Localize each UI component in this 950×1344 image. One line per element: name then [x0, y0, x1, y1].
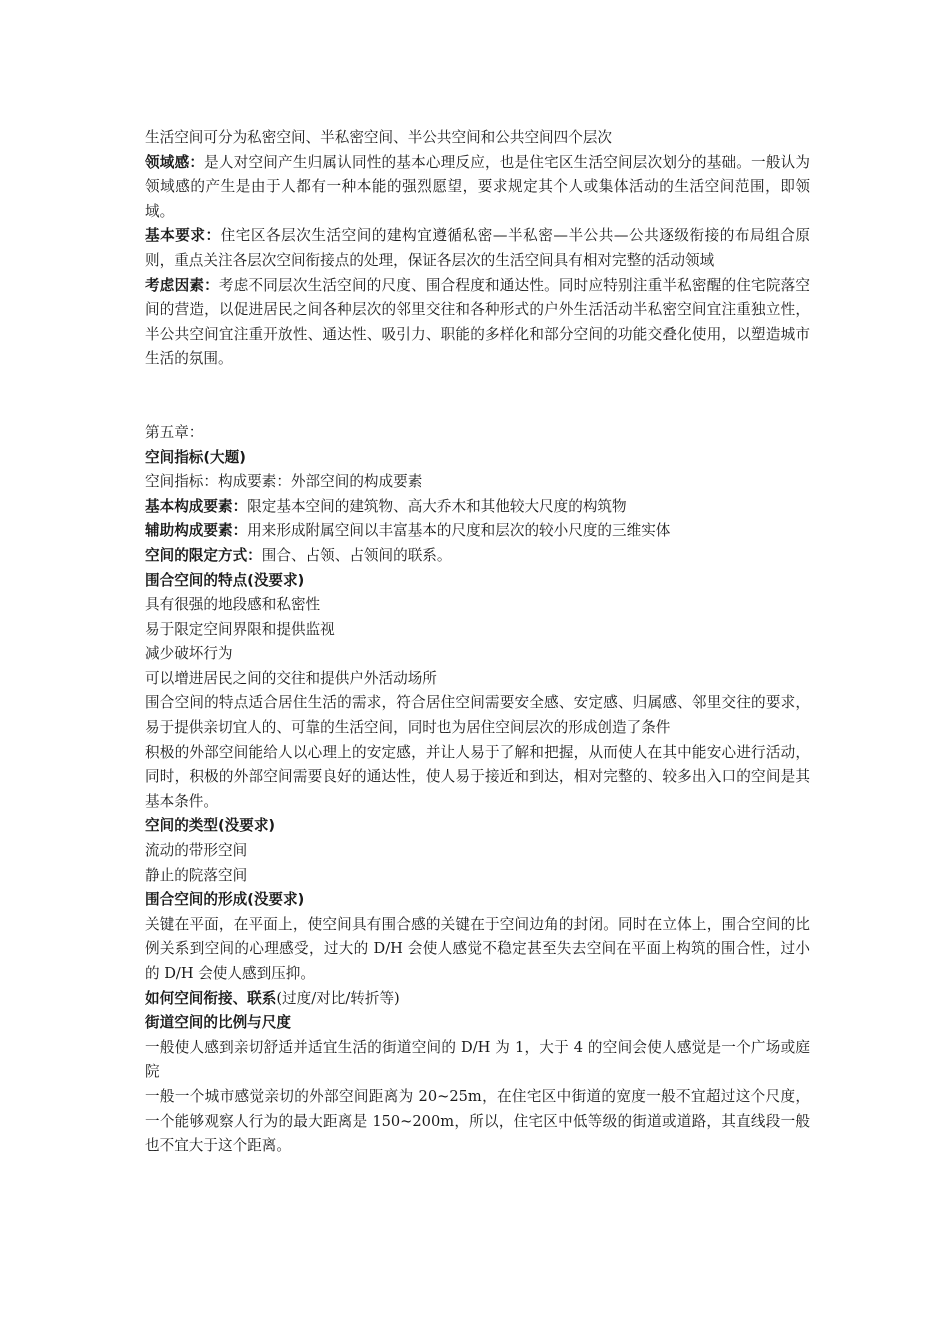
term-label: 考虑因素：	[145, 276, 219, 294]
paragraph-considerations	[145, 274, 810, 372]
paragraph-text: 考虑不同层次生活空间的尺度、围合程度和通达性。同时应特别注重半私密醒的住宅院落空间的营造，以促进居民之间各种层次的邻里交往和各种形式的户外生活活动半私密空间宜注重独立性，半公共空间宜注重开放性、通达性、吸引力、职能的多样化和部分空间的功能交叠化使用，以塑造城市生活的氛围。	[145, 276, 810, 368]
heading-space-indicators: 空间指标(大题)	[145, 448, 246, 466]
paragraph-space-indicators: 空间指标：构成要素：外部空间的构成要素	[145, 473, 423, 491]
list-item: 流动的带形空间	[145, 842, 248, 860]
heading-note: (过度/对比/转折等)	[276, 989, 400, 1007]
section-gap	[145, 372, 810, 421]
list-item: 易于限定空间界限和提供监视	[145, 620, 335, 638]
list-item: 静止的院落空间	[145, 866, 248, 884]
term-label: 领域感：	[145, 153, 205, 171]
paragraph-auxiliary-elements	[145, 519, 810, 544]
document-body	[145, 126, 810, 1159]
paragraph-text: 限定基本空间的建筑物、高大乔木和其他较大尺度的构筑物	[247, 497, 627, 515]
heading-text: 如何空间衔接、联系	[145, 989, 277, 1007]
paragraph-street-dh: 一般使人感到亲切舒适并适宜生活的街道空间的 D/H 为 1，大于 4 的空间会使人感觉是一个广场或庭院	[145, 1038, 810, 1081]
list-item: 具有很强的地段感和私密性	[145, 596, 321, 614]
paragraph-positive-space: 积极的外部空间能给人以心理上的安定感，并让人易于了解和把握，从而使人在其中能安心进行活动，同时，积极的外部空间需要良好的通达性，使人易于接近和到达，相对完整的、较多出入口的空间是其基本条件。	[145, 743, 810, 810]
paragraph-space-levels: 生活空间可分为私密空间、半私密空间、半公共空间和公共空间四个层次	[145, 129, 613, 146]
paragraph-basic-requirements	[145, 224, 810, 273]
heading-space-connection	[145, 987, 810, 1012]
paragraph-text: 住宅区各层次生活空间的建构宜遵循私密—半私密—半公共—公共逐级衔接的布局组合原则，重点关注各层次空间衔接点的处理，保证各层次的生活空间具有相对完整的活动领域	[145, 227, 810, 269]
term-label: 基本构成要素：	[145, 497, 248, 515]
term-label: 辅助构成要素：	[145, 522, 248, 540]
term-label: 基本要求：	[145, 227, 221, 245]
list-item: 减少破坏行为	[145, 645, 233, 663]
paragraph-definition-modes	[145, 544, 810, 569]
paragraph-basic-elements	[145, 495, 810, 520]
paragraph-street-distance: 一般一个城市感觉亲切的外部空间距离为 20~25m，在住宅区中街道的宽度一般不宜超过这个尺度，一个能够观察人行为的最大距离是 150~200m，所以，住宅区中低等级的街道或道路，其直线段一般也不宜大于这个距离。	[145, 1087, 810, 1155]
heading-street-proportion: 街道空间的比例与尺度	[145, 1014, 291, 1032]
paragraph-territoriality	[145, 151, 810, 225]
paragraph-text: 用来形成附属空间以丰富基本的尺度和层次的较小尺度的三维实体	[247, 522, 671, 540]
heading-space-types: 空间的类型(没要求)	[145, 817, 276, 835]
heading-enclosure-formation: 围合空间的形成(没要求)	[145, 891, 305, 909]
list-item: 可以增进居民之间的交往和提供户外活动场所	[145, 669, 437, 687]
chapter-label: 第五章：	[145, 423, 204, 441]
paragraph-text: 围合、占领、占领间的联系。	[261, 546, 452, 564]
paragraph-enclosed-suitability: 围合空间的特点适合居住生活的需求，符合居住空间需要安全感、安定感、归属感、邻里交往的要求，易于提供亲切宜人的、可靠的生活空间，同时也为居住空间层次的形成创造了条件	[145, 694, 810, 737]
paragraph-enclosure-formation: 关键在平面，在平面上，使空间具有围合感的关键在于空间边角的封闭。同时在立体上，围合空间的比例关系到空间的心理感受，过大的 D/H 会使人感觉不稳定甚至失去空间在平面上构筑的围合性，过小的 D/H 会使人感到压抑。	[145, 915, 810, 982]
heading-enclosed-features: 围合空间的特点(没要求)	[145, 571, 305, 589]
paragraph-text: 是人对空间产生归属认同性的基本心理反应，也是住宅区生活空间层次划分的基础。一般认为领域感的产生是由于人都有一种本能的强烈愿望，要求规定其个人或集体活动的生活空间范围，即领域。	[145, 153, 810, 220]
term-label: 空间的限定方式：	[145, 546, 262, 564]
